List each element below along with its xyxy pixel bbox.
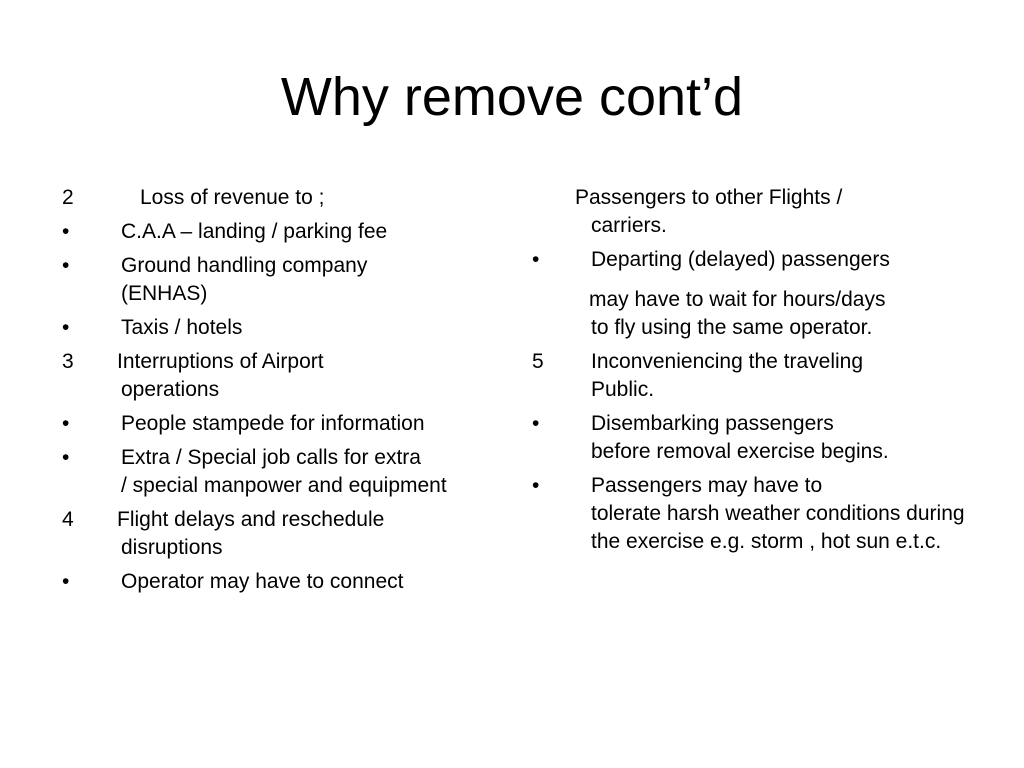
list-item bbox=[62, 444, 502, 500]
item-text: Passengers to other Flights / bbox=[575, 186, 843, 209]
slide-title: Why remove cont’d bbox=[280, 67, 744, 127]
bullet-icon: • bbox=[532, 412, 540, 435]
list-item bbox=[532, 184, 972, 240]
item-text: Ground handling company bbox=[121, 254, 368, 277]
list-item bbox=[62, 314, 502, 342]
item-text: Disembarking passengers bbox=[591, 412, 834, 435]
item-text: C.A.A – landing / parking fee bbox=[121, 220, 388, 243]
item-text-continued: carriers. bbox=[591, 214, 667, 237]
list-item bbox=[62, 218, 502, 246]
item-text-continued: Public. bbox=[591, 378, 655, 401]
list-item bbox=[62, 348, 502, 404]
bullet-icon: • bbox=[62, 254, 70, 277]
item-text: Loss of revenue to ; bbox=[140, 186, 325, 209]
item-text: Taxis / hotels bbox=[121, 316, 243, 339]
right-column bbox=[532, 184, 972, 562]
bullet-icon: • bbox=[62, 316, 70, 339]
item-text: Passengers may have to bbox=[591, 474, 823, 497]
list-item bbox=[62, 506, 502, 562]
bullet-icon: • bbox=[532, 248, 540, 271]
item-number: 3 bbox=[62, 350, 74, 373]
item-number: 5 bbox=[532, 350, 544, 373]
item-text: Operator may have to connect bbox=[121, 570, 404, 593]
list-item bbox=[532, 348, 972, 404]
item-text: Extra / Special job calls for extra bbox=[121, 446, 421, 469]
item-text-continued: to fly using the same operator. bbox=[591, 316, 873, 339]
list-item bbox=[62, 410, 502, 438]
item-text-continued: operations bbox=[121, 378, 220, 401]
item-text-continued: / special manpower and equipment bbox=[121, 474, 447, 497]
list-item bbox=[62, 252, 502, 308]
list-item bbox=[532, 286, 972, 342]
list-item bbox=[532, 246, 972, 274]
item-text-continued: disruptions bbox=[121, 536, 223, 559]
item-text: Flight delays and reschedule bbox=[117, 508, 385, 531]
list-item bbox=[532, 472, 972, 556]
item-number: 2 bbox=[62, 186, 74, 209]
item-text: Inconveniencing the traveling bbox=[591, 350, 864, 373]
bullet-icon: • bbox=[62, 220, 70, 243]
item-text-continued: (ENHAS) bbox=[121, 282, 208, 305]
list-item bbox=[62, 568, 502, 596]
item-text: Departing (delayed) passengers bbox=[591, 248, 890, 271]
item-text-continued: tolerate harsh weather conditions during the exercise e.g. storm , hot sun e.t.c. bbox=[591, 502, 965, 553]
bullet-icon: • bbox=[62, 570, 70, 593]
bullet-icon: • bbox=[62, 412, 70, 435]
left-column bbox=[62, 184, 502, 602]
item-text: Interruptions of Airport bbox=[117, 350, 324, 373]
bullet-icon: • bbox=[62, 446, 70, 469]
list-item bbox=[532, 410, 972, 466]
item-text: may have to wait for hours/days bbox=[589, 288, 886, 311]
list-item bbox=[62, 184, 502, 212]
item-text: People stampede for information bbox=[121, 412, 425, 435]
item-number: 4 bbox=[62, 508, 74, 531]
item-text-continued: before removal exercise begins. bbox=[591, 440, 889, 463]
bullet-icon: • bbox=[532, 474, 540, 497]
